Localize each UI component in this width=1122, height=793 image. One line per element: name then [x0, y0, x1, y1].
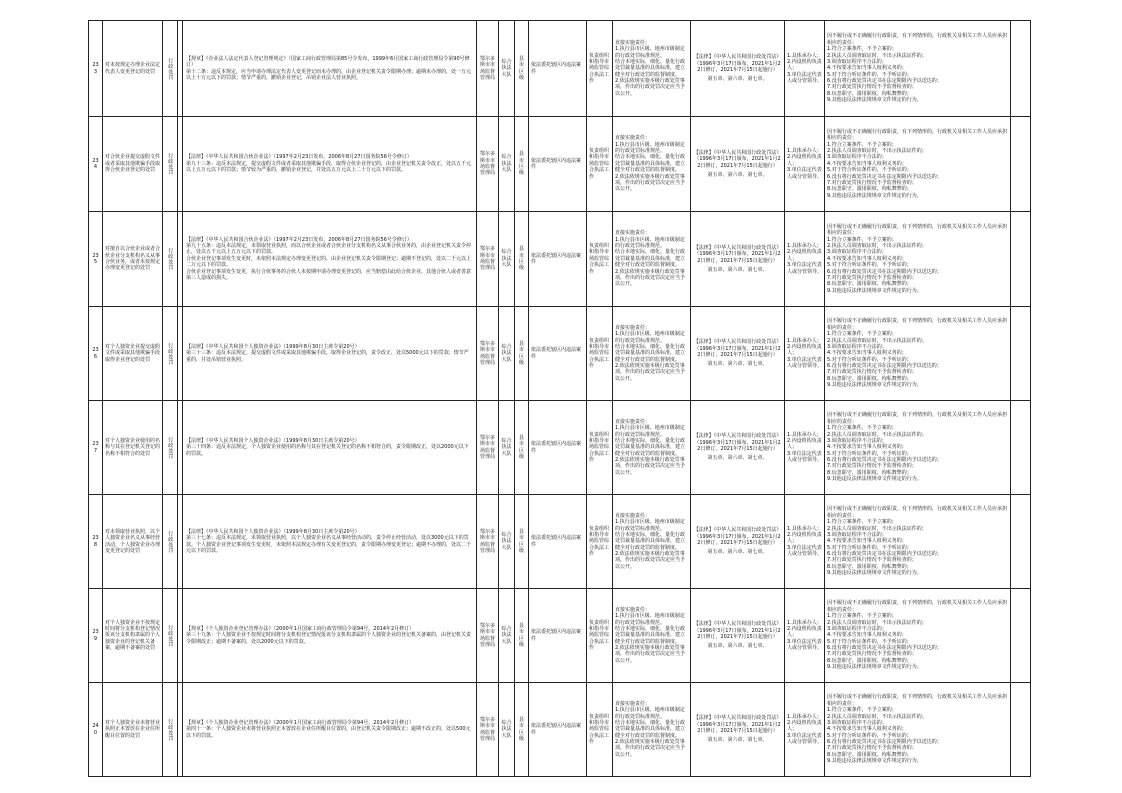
remarks-cell [1011, 307, 1031, 401]
enforcement-unit: 综合执法大队 [499, 683, 515, 777]
liability-conditions: 因不履行或不正确履行行政职责，有下列情形的，行政机关及相关工作人员应承担相应的责任： 1.符合立案条件，不予立案的； 2.执法人员调查取证时，不出示执法证件的； 3.调查取证程序不合法的； 4.不按要求告知当事人权利义务的； 5.对于符合听证条件的，不予听证的； 6.没有将行政处罚决定书在法定期限内予以送达的； 7.对行政处罚执行情况不予监督检查的； 8.玩忽职守、滥用职权、徇私舞弊的； 9.其他违反法律法规规章文件规定的行为。 [825, 683, 1011, 777]
admin-level: 县市区级 [515, 589, 529, 683]
responsible-persons: 1.具体承办人； 2.内设机构负责人； 3.单位法定代表人或分管领导。 [785, 401, 825, 495]
authority: 鄂尔多斯市市场监督管理局 [477, 683, 499, 777]
item-name: 对未领取营业执照，以个人独资企业名义从事经营活动，个人独资企业办理变更登记的处罚 [103, 495, 163, 589]
item-name: 对个人独资企业使用的名称与其在登记机关登记的名称不相符合的处罚 [103, 401, 163, 495]
legal-basis-text: 【规章】《个人独资企业登记管理办法》（2000年1月国家工商行政管理局令第94号，2014年2月修订） 第三十九条：个人独资企业不按规定时间将分支机构登记情况报该分支机构隶属的个人独资企业的登记机关备案的，由登记机关责令限期改正；逾期不备案的，处以2000元以下的罚款。 [186, 625, 472, 645]
item-type: 行政处罚 [163, 21, 178, 117]
legal-basis-text: 【法律】《中华人民共和国个人独资企业法》（1999年8月30日主席令第20号） 第三十三条：违反本法规定，提交虚假文件或采取其他欺骗手段，取得企业登记的，责令改正，处以5000元以下的罚款；情节严重的，并处吊销营业执照。 [186, 343, 469, 363]
enforcement-unit: 综合执法大队 [499, 117, 515, 212]
accountability-law-text: 【法律】《中华人民共和国行政处罚法》（1996年3月17日颁布，2021年1月22日修订，2021年7月15日起施行） [693, 621, 782, 640]
accountability-law-text: 【法律】《中华人民共和国行政处罚法》（1996年3月17日颁布，2021年1月22日修订，2021年7月15日起施行） [693, 715, 782, 734]
responsible-persons: 1.具体承办人； 2.内设机构负责人； 3.单位法定代表人或分管领导。 [785, 212, 825, 307]
item-name: 对未按规定办理企业法定代表人变更登记的处罚 [103, 21, 163, 117]
responsibility: 直接实施责任： 1.执行县市区级、地州市级制定的行政处罚标准规范。 结合本地实际，细化、量化行政处罚裁量基准的具体标准，建立健全对行政处罚的监督制度。 2.依法依规实施本级行政处罚事项，作出的行政处罚决定应当予以公开。 [613, 212, 691, 307]
remarks-cell [1011, 495, 1031, 589]
accountability-law-text: 【法律】《中华人民共和国行政处罚法》（1996年3月17日颁布，2021年1月22日修订，2021年7月15日起施行） [693, 527, 782, 546]
responsible-department: 负责组织和指导市场监管综合执法工作 [587, 495, 613, 589]
implementer: 依法委托辖区内违法案件 [529, 307, 587, 401]
item-type: 行政处罚 [163, 683, 178, 777]
remarks-cell [1011, 589, 1031, 683]
table-row [89, 683, 1031, 777]
item-name: 对个人独资企业不按规定时间将分支机构登记情况报该分支机构隶属的个人独资企业的登记机关备案，逾期不备案的处罚 [103, 589, 163, 683]
remarks-cell [1011, 21, 1031, 117]
item-name: 对合伙企业提交虚假文件或者采取其他欺骗手段取得合伙企业登记的处罚 [103, 117, 163, 212]
accountability-law-chapters: 第五章、第六章、第七章。 [707, 549, 768, 556]
duty-list-table [88, 20, 1031, 777]
authority: 鄂尔多斯市市场监督管理局 [477, 307, 499, 401]
implementer: 依法委托辖区内违法案件 [529, 401, 587, 495]
table-row [89, 495, 1031, 589]
accountability-law [691, 117, 785, 212]
row-number: 237 [89, 401, 103, 495]
implementer: 依法委托辖区内违法案件 [529, 589, 587, 683]
accountability-law-chapters: 第五章、第六章、第七章。 [707, 266, 768, 273]
item-type: 行政处罚 [163, 117, 178, 212]
legal-basis-text: 【法律】《中华人民共和国合伙企业法》（1997年2月23日发布，2006年8月27日国务院56号令修订） 第九十三条：违反本法规定，提交虚假文件或者采取其他欺骗手段，取得合伙企业登记的，由企业登记机关责令改正，处以五千元以上五万元以下的罚款；情节较为严重的，撤销企业登记，并处以五万元以上二十万元以下的罚款。 [186, 154, 472, 174]
accountability-law-text: 【法律】《中华人民共和国行政处罚法》（1996年3月17日颁布，2021年1月22日修订，2021年7月15日起施行） [693, 339, 782, 358]
item-type: 行政处罚 [163, 307, 178, 401]
implementer: 依法委托辖区内违法案件 [529, 21, 587, 117]
responsible-department: 负责组织和指导市场监管综合执法工作 [587, 21, 613, 117]
responsible-department: 负责组织和指导市场监管综合执法工作 [587, 589, 613, 683]
row-number: 235 [89, 212, 103, 307]
admin-level: 县市区级 [515, 117, 529, 212]
responsible-persons: 1.具体承办人； 2.内设机构负责人； 3.单位法定代表人或分管领导。 [785, 21, 825, 117]
item-name: 对个人独资企业提交虚假文件或采取其他欺骗手段取得企业登记的处罚 [103, 307, 163, 401]
implementer: 依法委托辖区内违法案件 [529, 683, 587, 777]
accountability-law-chapters: 第五章、第六章、第七章。 [707, 171, 768, 178]
accountability-law [691, 212, 785, 307]
enforcement-unit: 综合执法大队 [499, 21, 515, 117]
admin-level: 县市区级 [515, 307, 529, 401]
table-body [89, 21, 1031, 777]
item-type: 行政处罚 [163, 589, 178, 683]
accountability-law-chapters: 第五章、第六章、第七章。 [707, 643, 768, 650]
accountability-law-text: 【法律】《中华人民共和国行政处罚法》（1996年3月17日颁布，2021年1月22日修订，2021年7月15日起施行） [693, 54, 782, 73]
enforcement-unit: 综合执法大队 [499, 307, 515, 401]
remarks-cell [1011, 401, 1031, 495]
item-type: 行政处罚 [163, 495, 178, 589]
enforcement-unit: 综合执法大队 [499, 212, 515, 307]
enforcement-unit: 综合执法大队 [499, 495, 515, 589]
legal-basis-text: 【规章】《企业法人法定代表人登记管理规定》（国家工商行政管理局第85号令发布，1999年6月国家工商行政管理局令第90号修订） 第十二条：违反本规定，应当申请办理法定代表人变更登记而未办理的，由企业登记机关责令限期办理；逾期未办理的，处一万元以上十万元以下的罚款；情节严重的，撤销企业登记，吊销企业法人营业执照。 [186, 55, 472, 81]
legal-basis [183, 212, 477, 307]
item-name: 对个人独资企业未将营业执照正本置放在企业住所醒目位置的处罚 [103, 683, 163, 777]
authority: 鄂尔多斯市市场监督管理局 [477, 117, 499, 212]
legal-basis [183, 307, 477, 401]
responsibility: 直接实施责任： 1.执行县市区级、地州市级制定的行政处罚标准规范。 结合本地实际，细化、量化行政处罚裁量基准的具体标准，建立健全对行政处罚的监督制度。 2.依法依规实施本级行政处罚事项，作出的行政处罚决定应当予以公开。 [613, 683, 691, 777]
authority: 鄂尔多斯市市场监督管理局 [477, 401, 499, 495]
liability-conditions: 因不履行或不正确履行行政职责，有下列情形的，行政机关及相关工作人员应承担相应的责任： 1.符合立案条件，不予立案的； 2.执法人员调查取证时，不出示执法证件的； 3.调查取证程序不合法的； 4.不按要求告知当事人权利义务的； 5.对于符合听证条件的，不予听证的； 6.没有将行政处罚决定书在法定期限内予以送达的； 7.对行政处罚执行情况不予监督检查的； 8.玩忽职守、滥用职权、徇私舞弊的； 9.其他违反法律法规规章文件规定的行为。 [825, 117, 1011, 212]
liability-conditions: 因不履行或不正确履行行政职责，有下列情形的，行政机关及相关工作人员应承担相应的责任： 1.符合立案条件，不予立案的； 2.执法人员调查取证时，不出示执法证件的； 3.调查取证程序不合法的； 4.不按要求告知当事人权利义务的； 5.对于符合听证条件的，不予听证的； 6.没有将行政处罚决定书在法定期限内予以送达的； 7.对行政处罚执行情况不予监督检查的； 8.玩忽职守、滥用职权、徇私舞弊的； 9.其他违反法律法规规章文件规定的行为。 [825, 589, 1011, 683]
enforcement-unit: 综合执法大队 [499, 589, 515, 683]
row-number: 233 [89, 21, 103, 117]
liability-conditions: 因不履行或不正确履行行政职责，有下列情形的，行政机关及相关工作人员应承担相应的责任： 1.符合立案条件，不予立案的； 2.执法人员调查取证时，不出示执法证件的； 3.调查取证程序不合法的； 4.不按要求告知当事人权利义务的； 5.对于符合听证条件的，不予听证的； 6.没有将行政处罚决定书在法定期限内予以送达的； 7.对行政处罚执行情况不予监督检查的； 8.玩忽职守、滥用职权、徇私舞弊的； 9.其他违反法律法规规章文件规定的行为。 [825, 212, 1011, 307]
admin-level: 县市区级 [515, 495, 529, 589]
accountability-law [691, 21, 785, 117]
row-number: 236 [89, 307, 103, 401]
accountability-law-text: 【法律】《中华人民共和国行政处罚法》（1996年3月17日颁布，2021年1月22日修订，2021年7月15日起施行） [693, 244, 782, 264]
implementer: 依法委托辖区内违法案件 [529, 212, 587, 307]
responsible-persons: 1.具体承办人； 2.内设机构负责人； 3.单位法定代表人或分管领导。 [785, 495, 825, 589]
table-row [89, 117, 1031, 212]
legal-basis [183, 683, 477, 777]
authority: 鄂尔多斯市市场监督管理局 [477, 212, 499, 307]
responsible-persons: 1.具体承办人； 2.内设机构负责人； 3.单位法定代表人或分管领导。 [785, 589, 825, 683]
responsible-persons: 1.具体承办人； 2.内设机构负责人； 3.单位法定代表人或分管领导。 [785, 117, 825, 212]
responsibility: 直接实施责任： 1.执行县市区级、地州市级制定的行政处罚标准规范。 结合本地实际，细化、量化行政处罚裁量基准的具体标准，建立健全对行政处罚的监督制度。 2.依法依规实施本级行政处罚事项，作出的行政处罚决定应当予以公开。 [613, 21, 691, 117]
admin-level: 县市区级 [515, 212, 529, 307]
legal-basis [183, 495, 477, 589]
responsible-department: 负责组织和指导市场监管综合执法工作 [587, 117, 613, 212]
authority: 鄂尔多斯市市场监督管理局 [477, 495, 499, 589]
admin-level: 县市区级 [515, 21, 529, 117]
table-row [89, 307, 1031, 401]
accountability-law-text: 【法律】《中华人民共和国行政处罚法》（1996年3月17日颁布，2021年1月22日修订，2021年7月15日起施行） [693, 149, 782, 169]
responsible-persons: 1.具体承办人； 2.内设机构负责人； 3.单位法定代表人或分管领导。 [785, 683, 825, 777]
legal-basis [183, 117, 477, 212]
remarks-cell [1011, 683, 1031, 777]
responsible-department: 负责组织和指导市场监管综合执法工作 [587, 212, 613, 307]
item-name: 对擅自以合伙企业或者合伙企业分支机构名义从事合伙业务，或者未按规定办理变更登记的处罚 [103, 212, 163, 307]
liability-conditions: 因不履行或不正确履行行政职责，有下列情形的，行政机关及相关工作人员应承担相应的责任： 1.符合立案条件，不予立案的； 2.执法人员调查取证时，不出示执法证件的； 3.调查取证程序不合法的； 4.不按要求告知当事人权利义务的； 5.对于符合听证条件的，不予听证的； 6.没有将行政处罚决定书在法定期限内予以送达的； 7.对行政处罚执行情况不予监督检查的； 8.玩忽职守、滥用职权、徇私舞弊的； 9.其他违反法律法规规章文件规定的行为。 [825, 495, 1011, 589]
accountability-law-chapters: 第五章、第六章、第七章。 [707, 76, 768, 83]
item-type: 行政处罚 [163, 401, 178, 495]
liability-conditions: 因不履行或不正确履行行政职责，有下列情形的，行政机关及相关工作人员应承担相应的责任： 1.符合立案条件，不予立案的； 2.执法人员调查取证时，不出示执法证件的； 3.调查取证程序不合法的； 4.不按要求告知当事人权利义务的； 5.对于符合听证条件的，不予听证的； 6.没有将行政处罚决定书在法定期限内予以送达的； 7.对行政处罚执行情况不予监督检查的； 8.玩忽职守、滥用职权、徇私舞弊的； 9.其他违反法律法规规章文件规定的行为。 [825, 307, 1011, 401]
table-row [89, 401, 1031, 495]
accountability-law [691, 683, 785, 777]
remarks-cell [1011, 212, 1031, 307]
responsibility: 直接实施责任： 1.执行县市区级、地州市级制定的行政处罚标准规范。 结合本地实际，细化、量化行政处罚裁量基准的具体标准，建立健全对行政处罚的监督制度。 2.依法依规实施本级行政处罚事项，作出的行政处罚决定应当予以公开。 [613, 401, 691, 495]
responsible-department: 负责组织和指导市场监管综合执法工作 [587, 401, 613, 495]
authority: 鄂尔多斯市市场监督管理局 [477, 21, 499, 117]
row-number: 238 [89, 495, 103, 589]
legal-basis [183, 401, 477, 495]
responsibility: 直接实施责任： 1.执行县市区级、地州市级制定的行政处罚标准规范。 结合本地实际，细化、量化行政处罚裁量基准的具体标准，建立健全对行政处罚的监督制度。 2.依法依规实施本级行政处罚事项，作出的行政处罚决定应当予以公开。 [613, 495, 691, 589]
accountability-law-text: 【法律】《中华人民共和国行政处罚法》（1996年3月17日颁布，2021年1月22日修订，2021年7月15日起施行） [693, 433, 782, 452]
responsible-department: 负责组织和指导市场监管综合执法工作 [587, 307, 613, 401]
remarks-cell [1011, 117, 1031, 212]
row-number: 239 [89, 589, 103, 683]
responsibility: 直接实施责任： 1.执行县市区级、地州市级制定的行政处罚标准规范。 结合本地实际，细化、量化行政处罚裁量基准的具体标准，建立健全对行政处罚的监督制度。 2.依法依规实施本级行政处罚事项，作出的行政处罚决定应当予以公开。 [613, 589, 691, 683]
accountability-law-chapters: 第五章、第六章、第七章。 [707, 361, 768, 368]
responsibility: 直接实施责任： 1.执行县市区级、地州市级制定的行政处罚标准规范。 结合本地实际，细化、量化行政处罚裁量基准的具体标准，建立健全对行政处罚的监督制度。 2.依法依规实施本级行政处罚事项，作出的行政处罚决定应当予以公开。 [613, 117, 691, 212]
legal-basis-text: 【规章】《个人独资企业登记管理办法》（2000年1月国家工商行政管理局令第94号，2014年2月修订） 第四十一条：个人独资企业未将营业执照正本置放在企业住所醒目位置的，由登记机关责令限期改正；逾期不改正的，处以500元以下的罚款。 [186, 719, 471, 739]
accountability-law [691, 495, 785, 589]
accountability-law [691, 307, 785, 401]
row-number: 240 [89, 683, 103, 777]
accountability-law [691, 401, 785, 495]
responsibility: 直接实施责任： 1.执行县市区级、地州市级制定的行政处罚标准规范。 结合本地实际，细化、量化行政处罚裁量基准的具体标准，建立健全对行政处罚的监督制度。 2.依法依规实施本级行政处罚事项，作出的行政处罚决定应当予以公开。 [613, 307, 691, 401]
table-row [89, 589, 1031, 683]
accountability-law [691, 589, 785, 683]
implementer: 依法委托辖区内违法案件 [529, 495, 587, 589]
legal-basis-text: 【法律】《中华人民共和国个人独资企业法》（1999年8月30日主席令第20号） 第三十七条：违反本法规定，未领取营业执照，以个人独资企业名义从事经营活动的，责令停止经营活动，处以3000元以下的罚款。个人独资企业登记事项发生变更时，未依照本法规定办理有关变更登记的，责令限期办理变更登记；逾期不办理的，处以二千元以下的罚款。 [186, 528, 472, 554]
liability-conditions: 因不履行或不正确履行行政职责，有下列情形的，行政机关及相关工作人员应承担相应的责任： 1.符合立案条件，不予立案的； 2.执法人员调查取证时，不出示执法证件的； 3.调查取证程序不合法的； 4.不按要求告知当事人权利义务的； 5.对于符合听证条件的，不予听证的； 6.没有将行政处罚决定书在法定期限内予以送达的； 7.对行政处罚执行情况不予监督检查的； 8.玩忽职守、滥用职权、徇私舞弊的； 9.其他违反法律法规规章文件规定的行为。 [825, 401, 1011, 495]
legal-basis-text: 【法律】《中华人民共和国个人独资企业法》（1999年8月30日主席令第20号） 第三十四条：违反本法规定，个人独资企业使用的名称与其在登记机关登记的名称不相符合的，责令限期改正，处以2000元以下的罚款。 [186, 437, 469, 457]
legal-basis [183, 21, 477, 117]
item-type: 行政处罚 [163, 212, 178, 307]
legal-basis [183, 589, 477, 683]
enforcement-unit: 综合执法大队 [499, 401, 515, 495]
implementer: 依法委托辖区内违法案件 [529, 117, 587, 212]
authority: 鄂尔多斯市市场监督管理局 [477, 589, 499, 683]
row-number: 234 [89, 117, 103, 212]
admin-level: 县市区级 [515, 401, 529, 495]
responsible-persons: 1.具体承办人； 2.内设机构负责人； 3.单位法定代表人或分管领导。 [785, 307, 825, 401]
accountability-law-chapters: 第五章、第六章、第七章。 [707, 737, 768, 744]
liability-conditions: 因不履行或不正确履行行政职责，有下列情形的，行政机关及相关工作人员应承担相应的责任： 1.符合立案条件，不予立案的； 2.执法人员调查取证时，不出示执法证件的； 3.调查取证程序不合法的； 4.不按要求告知当事人权利义务的； 5.对于符合听证条件的，不予听证的； 6.没有将行政处罚决定书在法定期限内予以送达的； 7.对行政处罚执行情况不予监督检查的； 8.玩忽职守、滥用职权、徇私舞弊的； 9.其他违反法律法规规章文件规定的行为。 [825, 21, 1011, 117]
responsible-department: 负责组织和指导市场监管综合执法工作 [587, 683, 613, 777]
legal-basis-text: 【法律】《中华人民共和国合伙企业法》（1997年2月23日发布，2006年8月27日国务院56号令修订） 第九十五条：违反本法规定，未领取营业执照，而以合伙企业或者合伙企业分支机构名义从事合伙业务的，由企业登记机关责令停止，处以五千元以上五万元以下的罚款。 合伙企业登记事项发生变更时，未依照本法规定办理变更登记的，由企业登记机关责令限期登记；逾期不登记的，处以二千元以上二万元以下的罚款。 合伙企业登记事项发生变更，执行合伙事务的合伙人未按期申请办理变更登记的，应当赔偿由此给合伙企业、其他合伙人或者善意第三人造成的损失。 [186, 236, 472, 281]
admin-level: 县市区级 [515, 683, 529, 777]
table-row [89, 212, 1031, 307]
table-row [89, 21, 1031, 117]
accountability-law-chapters: 第五章、第六章、第七章。 [707, 455, 768, 462]
